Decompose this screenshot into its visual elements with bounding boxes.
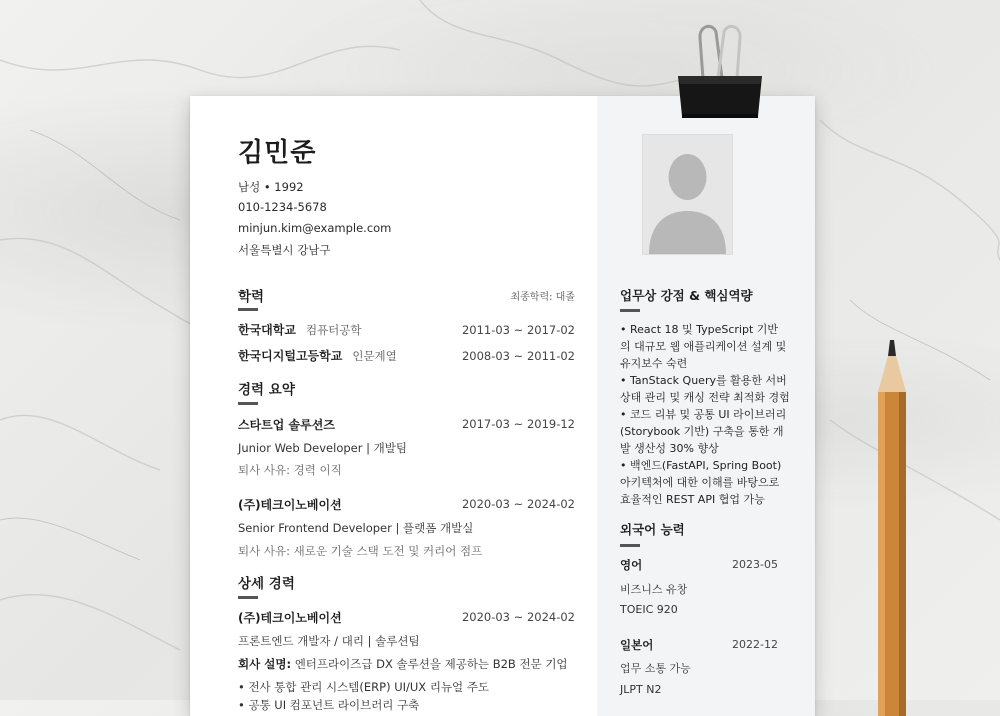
company-role: Senior Frontend Developer | 플랫폼 개발실 (238, 521, 474, 535)
language-level: 업무 소통 가능 (620, 662, 691, 675)
company-period: 2017-03 ~ 2019-12 (461, 417, 575, 431)
detail-bullet: • 전사 통합 관리 시스템(ERP) UI/UX 리뉴얼 주도 (238, 680, 490, 694)
education-item (238, 321, 362, 338)
school-major: 컴퓨터공학 (305, 323, 362, 337)
strength-line: • React 18 및 TypeScript 기반 (620, 323, 779, 336)
language-test: TOEIC 920 (620, 603, 678, 616)
strength-line: • 백엔드(FastAPI, Spring Boot) (620, 459, 782, 472)
language-date: 2023-05 (732, 558, 778, 571)
detail-bullet: • 공통 UI 컴포넌트 라이브러리 구축 (238, 698, 420, 712)
education-period: 2008-03 ~ 2011-02 (461, 349, 575, 363)
gender-birth: 남성 • 1992 (238, 180, 304, 194)
language-level: 비즈니스 유창 (620, 583, 688, 596)
school-name: 한국디지털고등학교 (238, 349, 343, 363)
final-degree: 최종학력: 대졸 (510, 292, 575, 303)
language-test: JLPT N2 (620, 683, 662, 696)
detail-role: 프론트엔드 개발자 / 대리 | 솔루션팀 (238, 634, 420, 648)
company-name: 스타트업 솔루션즈 (238, 418, 335, 432)
detail-company-period: 2020-03 ~ 2024-02 (461, 610, 575, 624)
strength-line: • TanStack Query를 활용한 서버 (620, 374, 787, 387)
profile-photo (642, 134, 733, 255)
resume-sidebar (597, 96, 815, 716)
language-name: 일본어 (620, 638, 654, 652)
detailed-career-title-bar (238, 596, 258, 599)
strength-line: 의 대규모 웹 애플리케이션 설계 및 (620, 340, 787, 353)
languages-title: 외국어 능력 (620, 522, 685, 537)
education-title: 학력 (238, 289, 265, 305)
education-item (238, 347, 397, 364)
company-period: 2020-03 ~ 2024-02 (461, 497, 575, 511)
strength-line: 상태 관리 및 캐싱 전략 최적화 경험 (620, 391, 790, 404)
leave-reason: 퇴사 사유: 새로운 기술 스택 도전 및 커리어 점프 (238, 544, 483, 558)
company-description-label: 회사 설명: (238, 657, 292, 671)
binder-clip-icon (670, 20, 770, 130)
phone-number: 010-1234-5678 (238, 200, 327, 214)
candidate-name: 김민준 (238, 138, 317, 168)
career-summary-title-bar (238, 402, 258, 405)
school-major: 인문계열 (352, 349, 397, 363)
detail-company-name: (주)테크이노베이션 (238, 611, 342, 625)
strength-line: 효율적인 REST API 협업 가능 (620, 493, 765, 506)
language-date: 2022-12 (732, 638, 778, 651)
detailed-career-title: 상세 경력 (238, 576, 295, 592)
language-name: 영어 (620, 558, 643, 572)
company-name: (주)테크이노베이션 (238, 498, 342, 512)
pencil-icon (860, 330, 930, 710)
education-title-bar (238, 308, 258, 311)
resume-main-column (190, 96, 597, 716)
company-description-text: 엔터프라이즈급 DX 솔루션을 제공하는 B2B 전문 기업 (294, 657, 568, 671)
strengths-title-bar (620, 309, 640, 312)
company-role: Junior Web Developer | 개발팀 (238, 441, 407, 455)
strength-line: 발 생산성 30% 향상 (620, 442, 719, 455)
company-description (238, 656, 568, 672)
education-period: 2011-03 ~ 2017-02 (461, 323, 575, 337)
home-address: 서울특별시 강남구 (238, 243, 331, 257)
strength-line: 유지보수 숙련 (620, 357, 688, 370)
languages-title-bar (620, 544, 640, 547)
career-summary-title: 경력 요약 (238, 382, 295, 398)
person-silhouette-icon (643, 135, 732, 254)
school-name: 한국대학교 (238, 323, 296, 337)
leave-reason: 퇴사 사유: 경력 이직 (238, 463, 342, 477)
strength-line: • 코드 리뷰 및 공통 UI 라이브러리 (620, 408, 787, 421)
strength-line: (Storybook 기반) 구축을 통한 개 (620, 425, 784, 438)
strengths-list (620, 321, 790, 508)
resume-page (190, 96, 815, 716)
strengths-title: 업무상 강점 & 핵심역량 (620, 288, 753, 303)
strength-line: 아키텍처에 대한 이해를 바탕으로 (620, 476, 780, 489)
email-address: minjun.kim@example.com (238, 221, 392, 235)
